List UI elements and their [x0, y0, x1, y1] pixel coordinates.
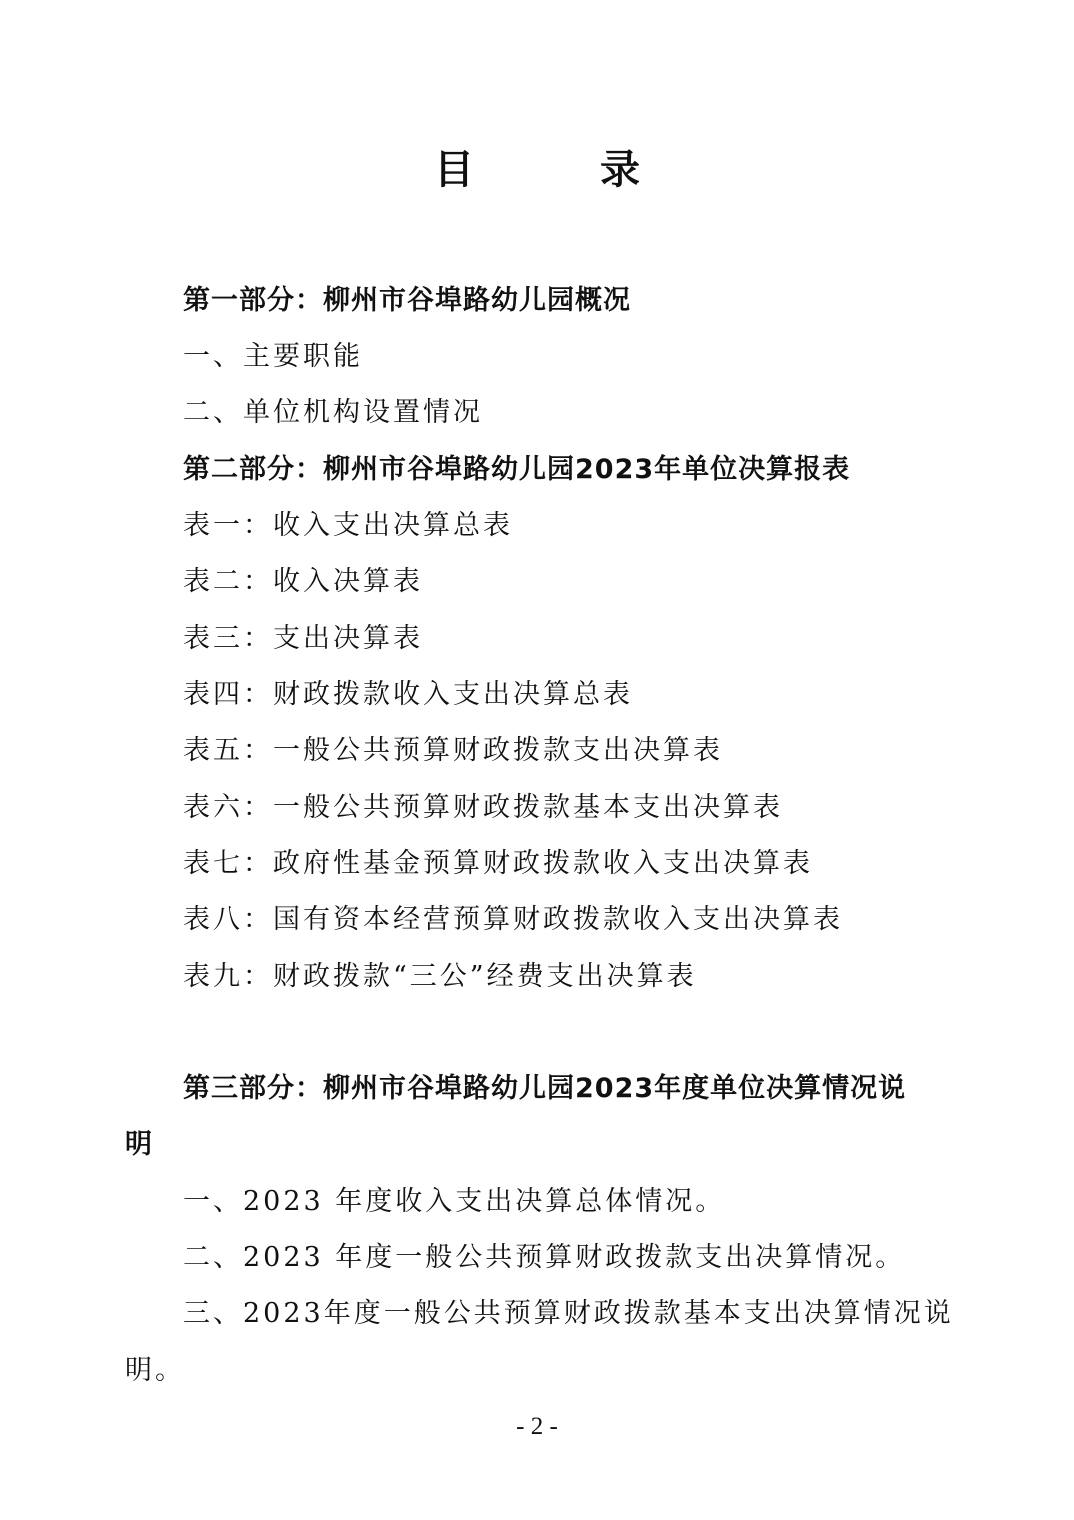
page-title: 目 录	[434, 147, 696, 193]
part2-item-table-9: 表九：财政拨款“三公”经费支出决算表	[183, 961, 697, 992]
part2-heading: 第二部分：柳州市谷埠路幼儿园2023年单位决算报表	[183, 454, 851, 485]
part2-item-table-4: 表四：财政拨款收入支出决算总表	[183, 679, 633, 710]
part3-item-overall: 一、2023 年度收入支出决算总体情况。	[183, 1186, 726, 1217]
page-number: - 2 -	[516, 1413, 558, 1440]
part1-item-org-structure: 二、单位机构设置情况	[183, 397, 483, 428]
part3-item-general-budget: 二、2023 年度一般公共预算财政拨款支出决算情况。	[183, 1242, 906, 1273]
part3-heading-continuation: 明	[125, 1129, 153, 1160]
part1-item-main-functions: 一、主要职能	[183, 341, 363, 372]
part3-heading: 第三部分：柳州市谷埠路幼儿园2023年度单位决算情况说	[183, 1073, 907, 1104]
part3-item-basic-expenditure-continuation: 明。	[125, 1355, 185, 1386]
part2-item-table-3: 表三：支出决算表	[183, 623, 423, 654]
part1-heading: 第一部分：柳州市谷埠路幼儿园概况	[183, 285, 631, 316]
part2-item-table-8: 表八：国有资本经营预算财政拨款收入支出决算表	[183, 904, 843, 935]
part2-item-table-1: 表一：收入支出决算总表	[183, 510, 513, 541]
part2-item-table-2: 表二：收入决算表	[183, 566, 423, 597]
part2-item-table-5: 表五：一般公共预算财政拨款支出决算表	[183, 735, 723, 766]
part2-item-table-7: 表七：政府性基金预算财政拨款收入支出决算表	[183, 848, 813, 879]
part2-item-table-6: 表六：一般公共预算财政拨款基本支出决算表	[183, 792, 783, 823]
part3-item-basic-expenditure: 三、2023年度一般公共预算财政拨款基本支出决算情况说	[183, 1298, 954, 1329]
